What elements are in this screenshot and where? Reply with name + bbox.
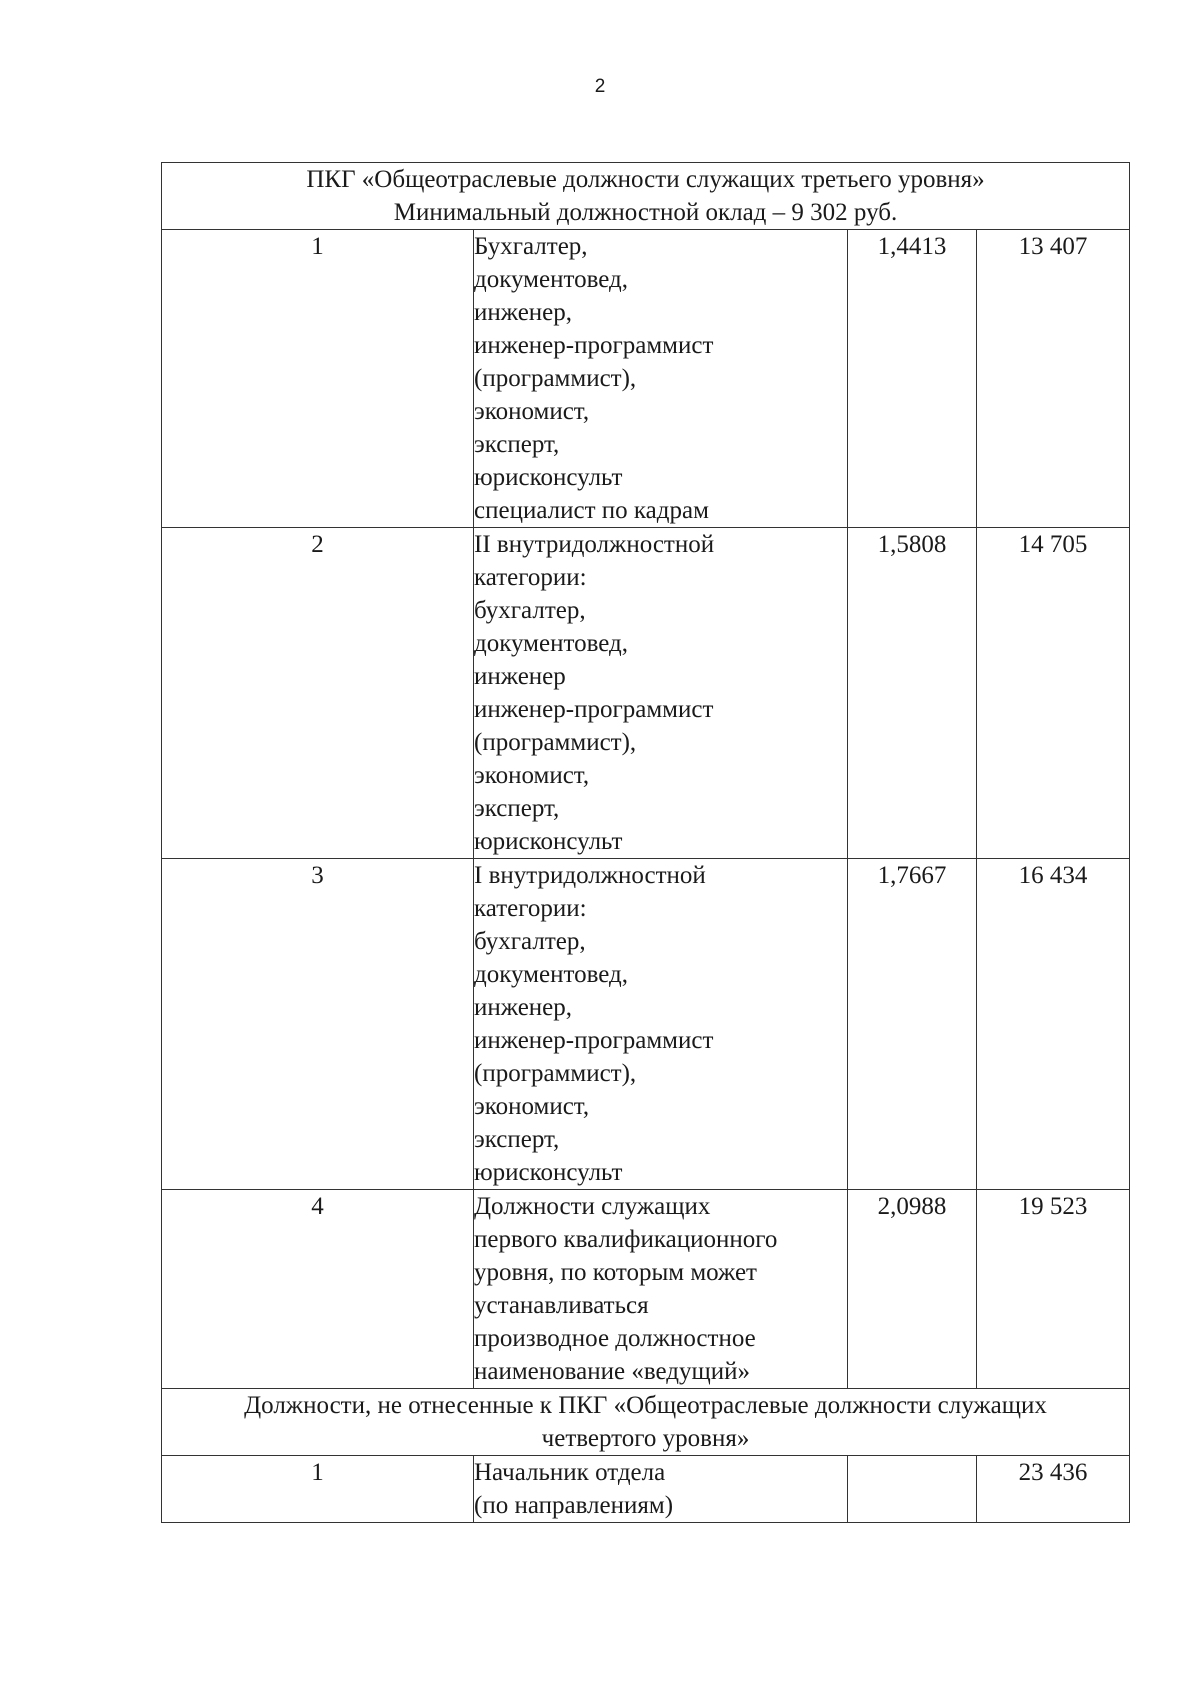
coefficient: 1,5808 <box>848 528 977 859</box>
group-header-line: четвертого уровня» <box>541 1425 750 1452</box>
position-title-line: эксперт, <box>474 431 560 458</box>
position-title-line: (программист), <box>474 729 637 756</box>
group-header-row <box>162 1389 1130 1456</box>
table-row <box>162 1456 1130 1523</box>
group-header <box>162 1389 1130 1456</box>
position-title <box>474 528 848 859</box>
position-title-line: категории: <box>474 564 587 591</box>
coefficient: 1,4413 <box>848 230 977 528</box>
position-title <box>474 1456 848 1523</box>
salary: 13 407 <box>977 230 1130 528</box>
row-number: 4 <box>162 1190 474 1389</box>
position-title-line: юрисконсульт <box>474 828 623 855</box>
position-title-line: бухгалтер, <box>474 928 586 955</box>
position-title-line: (программист), <box>474 365 637 392</box>
row-number: 2 <box>162 528 474 859</box>
position-title-line: документовед, <box>474 630 628 657</box>
position-title-line: I внутридолжностной <box>474 862 706 889</box>
position-title-line: эксперт, <box>474 795 560 822</box>
position-title <box>474 230 848 528</box>
position-title-line: II внутридолжностной <box>474 531 715 558</box>
position-title-line: первого квалификационного <box>474 1226 778 1253</box>
salary: 23 436 <box>977 1456 1130 1523</box>
position-title-line: инженер-программист <box>474 696 714 723</box>
group-header-line: ПКГ «Общеотраслевые должности служащих третьего уровня» <box>306 166 985 193</box>
group-header-line: Должности, не отнесенные к ПКГ «Общеотраслевые должности служащих <box>244 1392 1047 1419</box>
position-title-line: Должности служащих <box>474 1193 711 1220</box>
position-title-line: устанавливаться <box>474 1292 649 1319</box>
position-title-line: Начальник отдела <box>474 1459 666 1486</box>
position-title-line: эксперт, <box>474 1126 560 1153</box>
position-title-line: категории: <box>474 895 587 922</box>
position-title-line: специалист по кадрам <box>474 497 709 524</box>
salary: 19 523 <box>977 1190 1130 1389</box>
position-title-line: производное должностное <box>474 1325 756 1352</box>
coefficient: 1,7667 <box>848 859 977 1190</box>
table-body <box>162 163 1130 1523</box>
group-header-row <box>162 163 1130 230</box>
position-title-line: наименование «ведущий» <box>474 1358 750 1385</box>
table-row <box>162 1190 1130 1389</box>
position-title-line: (по направлениям) <box>474 1492 674 1519</box>
position-title-line: документовед, <box>474 961 628 988</box>
table-row <box>162 859 1130 1190</box>
position-title-line: экономист, <box>474 398 590 425</box>
position-title-line: бухгалтер, <box>474 597 586 624</box>
position-title <box>474 1190 848 1389</box>
coefficient: 2,0988 <box>848 1190 977 1389</box>
position-title-line: инженер, <box>474 994 573 1021</box>
position-title-line: Бухгалтер, <box>474 233 588 260</box>
table-row <box>162 528 1130 859</box>
position-title-line: экономист, <box>474 1093 590 1120</box>
position-title-line: инженер-программист <box>474 332 714 359</box>
position-title-line: экономист, <box>474 762 590 789</box>
salary: 14 705 <box>977 528 1130 859</box>
table-row <box>162 230 1130 528</box>
position-title-line: инженер-программист <box>474 1027 714 1054</box>
row-number: 1 <box>162 230 474 528</box>
group-header-line: Минимальный должностной оклад – 9 302 руб. <box>393 199 898 226</box>
page-number: 2 <box>594 76 606 97</box>
salary-table <box>161 162 1130 1523</box>
position-title-line: уровня, по которым может <box>474 1259 757 1286</box>
position-title-line: инженер, <box>474 299 573 326</box>
position-title-line: (программист), <box>474 1060 637 1087</box>
row-number: 1 <box>162 1456 474 1523</box>
row-number: 3 <box>162 859 474 1190</box>
position-title <box>474 859 848 1190</box>
group-header <box>162 163 1130 230</box>
coefficient <box>848 1456 977 1523</box>
position-title-line: юрисконсульт <box>474 464 623 491</box>
position-title-line: документовед, <box>474 266 628 293</box>
position-title-line: юрисконсульт <box>474 1159 623 1186</box>
salary: 16 434 <box>977 859 1130 1190</box>
position-title-line: инженер <box>474 663 566 690</box>
